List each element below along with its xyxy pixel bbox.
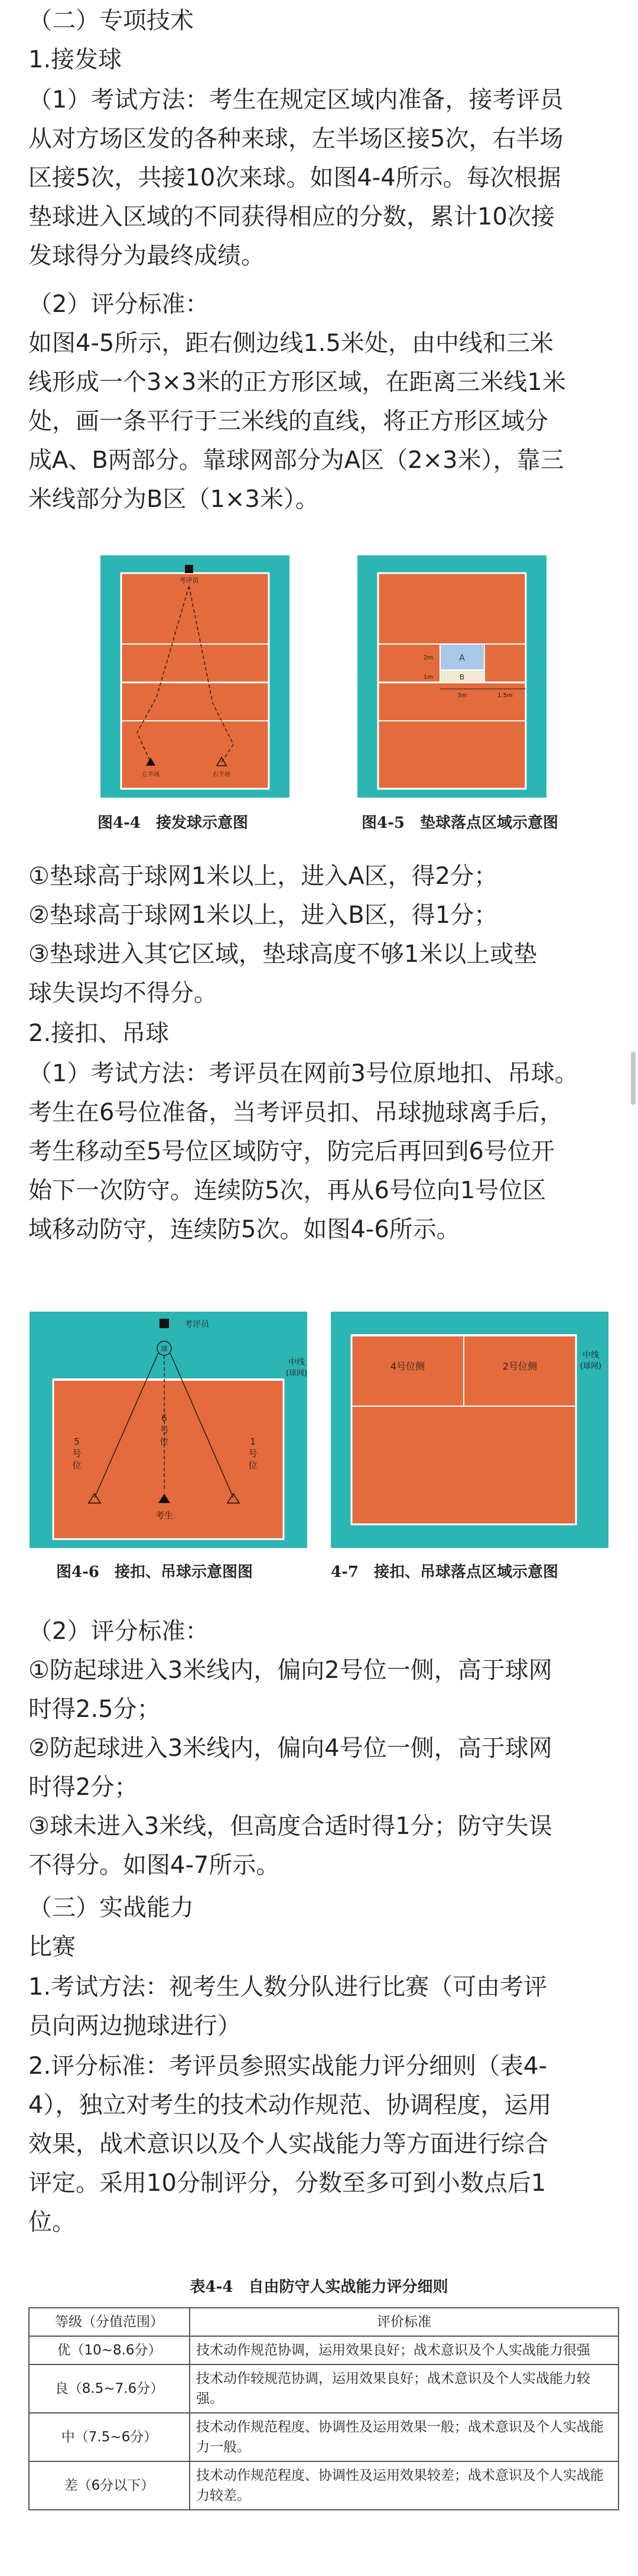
paragraph-method-3: 1.考试方法：视考生人数分队进行比赛（可由考评 员向两边抛球进行） (28, 1973, 548, 2040)
dim-3m: 3m (457, 692, 467, 699)
scrollbar-thumb[interactable] (631, 1052, 636, 1105)
centerline-label-2: (球网) (285, 1369, 307, 1378)
heading-serve-receive: 1.接发球 (28, 46, 122, 73)
paragraph-criteria-1: （2）评分标准： 如图4-5所示，距右侧边线1.5米处，由中线和三米 线形成一个3×3米的正方形区域，在距离三米线1米 处，画一条平行于三米线的直线，将正方形区域分 成A、B两部分。靠球网部分为A区（2×3米），靠三 米线部分为B区（1×3米）。 (28, 291, 566, 513)
ball-label: 球 (160, 1345, 168, 1353)
figure-4-5-caption: 图4-5 垫球落点区域示意图 (362, 814, 558, 832)
examinee-label: 考生 (155, 1510, 174, 1521)
table-header-grade: 等级（分值范围） (29, 2308, 190, 2336)
criteria-cell: 技术动作规范协调，运用效果良好；战术意识及个人实战能力很强 (190, 2336, 619, 2364)
zone-a-label: A (459, 653, 465, 663)
paragraph-method-1: （1）考试方法：考生在规定区域内准备，接考评员 从对方场区发的各种来球，左半场区接5次，右半场 区接5次，共接10次来球。如图4-4所示。每次根据 垫球进入区域的不同获得相应的分数，累计10次接 发球得分为最终成绩。 (28, 86, 564, 269)
grade-cell: 优（10~8.6分） (29, 2336, 190, 2364)
centerline-label-2: (球网) (580, 1362, 602, 1371)
scoring-list-1: ①垫球高于球网1米以上，进入A区，得2分； ②垫球高于球网1米以上，进入B区，得1分； ③垫球进入其它区域，垫球高度不够1米以上或垫 球失误均不得分。 (28, 863, 538, 1007)
section-heading-2: （二）专项技术 (28, 7, 194, 34)
examiner-label: 考评员 (184, 1320, 209, 1329)
label-left-half: 左半场 (142, 772, 160, 778)
criteria-cell: 技术动作规范程度、协调性及运用效果较差；战术意识及个人实战能力较差。 (190, 2461, 619, 2510)
dim-2m: 2m (423, 655, 433, 661)
examiner-label: 考评员 (179, 577, 199, 584)
pos4-side-label: 4号位侧 (390, 1361, 425, 1372)
pos6-char-2: 号 (160, 1424, 169, 1435)
paragraph-criteria-2: （2）评分标准： ①防起球进入3米线内，偏向2号位一侧，高于球网 时得2.5分； ②防起球进入3米线内，偏向4号位一侧，高于球网 时得2分； ③球未进入3米线，但高度合适时得1分；防守失误 不得分。如图4-7所示。 (28, 1618, 552, 1879)
section-heading-3: （三）实战能力 (28, 1894, 194, 1921)
table-row (29, 2336, 619, 2364)
dim-1-5m: 1.5m (497, 692, 513, 699)
centerline-label-1: 中线 (288, 1358, 305, 1367)
grade-cell: 差（6分以下） (29, 2461, 190, 2510)
grade-cell: 中（7.5~6分） (29, 2413, 190, 2461)
figure-4-4-serve-receive (100, 555, 289, 798)
figure-4-6-caption: 图4-6 接扣、吊球示意图图 (56, 1563, 253, 1581)
figure-4-4-caption: 图4-4 接发球示意图 (97, 814, 248, 832)
table-header-criteria: 评价标准 (190, 2308, 619, 2336)
pos1-char-2: 号 (248, 1448, 258, 1459)
dim-1m: 1m (423, 674, 433, 681)
table-title: 表4-4 自由防守人实战能力评分细则 (190, 2278, 448, 2296)
zone-b-label: B (459, 673, 465, 681)
table-row (29, 2364, 619, 2413)
pos5-char-3: 位 (72, 1460, 82, 1471)
pos6-char-1: 6 (161, 1413, 167, 1423)
table-header-row (29, 2308, 619, 2336)
label-right-half: 右半场 (213, 772, 230, 778)
court (121, 573, 269, 789)
examiner-marker (160, 1319, 169, 1328)
table-row (29, 2413, 619, 2461)
heading-spike-dink: 2.接扣、吊球 (28, 1020, 170, 1047)
rating-table (28, 2307, 619, 2510)
examiner-marker (185, 565, 193, 573)
pos2-side-label: 2号位侧 (502, 1361, 538, 1372)
figure-4-5-landing-zone (357, 555, 546, 798)
pos5-char-2: 号 (72, 1448, 82, 1459)
pos5-char-1: 5 (74, 1436, 80, 1447)
pos1-char-3: 位 (248, 1460, 258, 1471)
heading-match: 比赛 (28, 1933, 76, 1960)
criteria-cell: 技术动作较规范协调，运用效果良好；战术意识及个人实战能力较强。 (190, 2364, 619, 2413)
figure-4-7-caption: 4-7 接扣、吊球落点区域示意图 (331, 1563, 558, 1581)
figure-4-7-landing-zone (331, 1312, 608, 1548)
table-row (29, 2461, 619, 2510)
centerline-label-1: 中线 (582, 1351, 599, 1360)
paragraph-method-2: （1）考试方法：考评员在网前3号位原地扣、吊球。 考生在6号位准备，当考评员扣、吊球抛球离手后， 考生移动至5号位区域防守，防完后再回到6号位开 始下一次防守。连续防5次，再从6号位向1号位区 域移动防守，连续防5次。如图4-6所示。 (28, 1060, 578, 1243)
pos6-char-3: 位 (160, 1436, 169, 1447)
figure-4-6-spike-dink (30, 1312, 307, 1548)
criteria-cell: 技术动作规范程度、协调性及运用效果一般；战术意识及个人实战能力一般。 (190, 2413, 619, 2461)
paragraph-criteria-3: 2.评分标准：考评员参照实战能力评分细则（表4- 4），独立对考生的技术动作规范、协调程度，运用 效果，战术意识以及个人实战能力等方面进行综合 评定。采用10分制评分，分数至多可到小数点后1 位。 (28, 2053, 552, 2236)
grade-cell: 良（8.5~7.6分） (29, 2364, 190, 2413)
pos1-char-1: 1 (250, 1436, 256, 1447)
